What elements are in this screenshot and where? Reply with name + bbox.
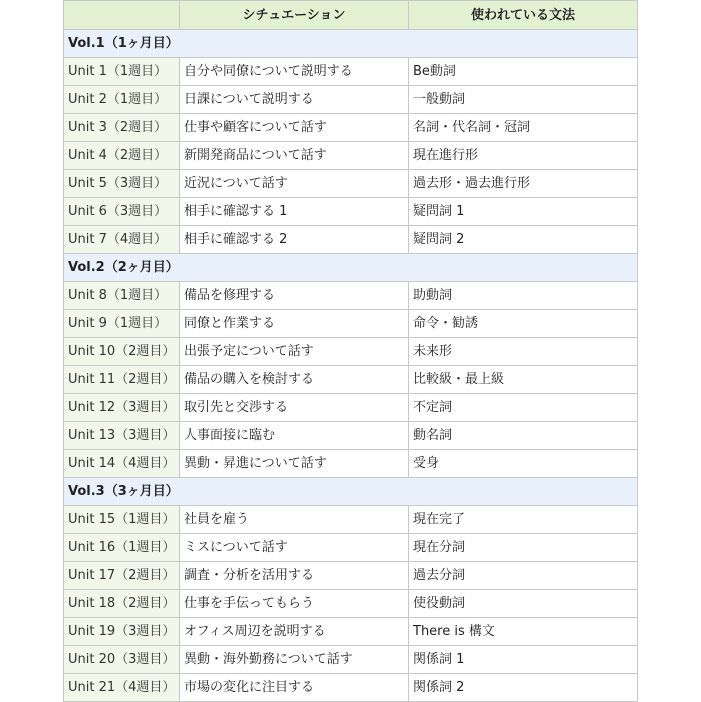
header-row [64, 1, 638, 30]
table-row [64, 58, 638, 86]
situation-cell: 仕事や顧客について話す [180, 114, 409, 142]
grammar-cell: 助動詞 [409, 282, 638, 310]
grammar-cell: 現在分詞 [409, 534, 638, 562]
unit-cell: Unit 14（4週目） [64, 450, 180, 478]
situation-cell: 同僚と作業する [180, 310, 409, 338]
situation-cell: ミスについて話す [180, 534, 409, 562]
grammar-cell: Be動詞 [409, 58, 638, 86]
group-title: Vol.3（3ヶ月目） [64, 478, 638, 506]
table-row [64, 590, 638, 618]
unit-cell: Unit 21（4週目） [64, 674, 180, 702]
situation-cell: 市場の変化に注目する [180, 674, 409, 702]
situation-cell: 調査・分析を活用する [180, 562, 409, 590]
unit-cell: Unit 1（1週目） [64, 58, 180, 86]
grammar-cell: 関係詞 2 [409, 674, 638, 702]
group-row [64, 30, 638, 58]
unit-cell: Unit 9（1週目） [64, 310, 180, 338]
situation-cell: 備品を修理する [180, 282, 409, 310]
curriculum-table [63, 0, 638, 702]
header-situation: シチュエーション [180, 1, 409, 30]
situation-cell: 近況について話す [180, 170, 409, 198]
situation-cell: 備品の購入を検討する [180, 366, 409, 394]
unit-cell: Unit 3（2週目） [64, 114, 180, 142]
table-row [64, 310, 638, 338]
group-row [64, 478, 638, 506]
header-grammar: 使われている文法 [409, 1, 638, 30]
situation-cell: 人事面接に臨む [180, 422, 409, 450]
situation-cell: 日課について説明する [180, 86, 409, 114]
situation-cell: 相手に確認する 2 [180, 226, 409, 254]
group-title: Vol.2（2ヶ月目） [64, 254, 638, 282]
unit-cell: Unit 10（2週目） [64, 338, 180, 366]
table-row [64, 422, 638, 450]
situation-cell: 異動・海外勤務について話す [180, 646, 409, 674]
grammar-cell: 受身 [409, 450, 638, 478]
unit-cell: Unit 2（1週目） [64, 86, 180, 114]
table-row [64, 534, 638, 562]
grammar-cell: 不定詞 [409, 394, 638, 422]
situation-cell: 新開発商品について話す [180, 142, 409, 170]
situation-cell: 出張予定について話す [180, 338, 409, 366]
table-row [64, 198, 638, 226]
table-row [64, 618, 638, 646]
grammar-cell: 比較級・最上級 [409, 366, 638, 394]
table-row [64, 366, 638, 394]
unit-cell: Unit 18（2週目） [64, 590, 180, 618]
table-row [64, 646, 638, 674]
grammar-cell: 関係詞 1 [409, 646, 638, 674]
table-row [64, 282, 638, 310]
grammar-cell: 命令・勧誘 [409, 310, 638, 338]
unit-cell: Unit 5（3週目） [64, 170, 180, 198]
situation-cell: 社員を雇う [180, 506, 409, 534]
unit-cell: Unit 20（3週目） [64, 646, 180, 674]
grammar-cell: 未来形 [409, 338, 638, 366]
grammar-cell: There is 構文 [409, 618, 638, 646]
unit-cell: Unit 16（1週目） [64, 534, 180, 562]
grammar-cell: 疑問詞 1 [409, 198, 638, 226]
unit-cell: Unit 7（4週目） [64, 226, 180, 254]
table-body [64, 30, 638, 702]
grammar-cell: 名詞・代名詞・冠詞 [409, 114, 638, 142]
grammar-cell: 現在完了 [409, 506, 638, 534]
unit-cell: Unit 19（3週目） [64, 618, 180, 646]
unit-cell: Unit 8（1週目） [64, 282, 180, 310]
unit-cell: Unit 12（3週目） [64, 394, 180, 422]
unit-cell: Unit 17（2週目） [64, 562, 180, 590]
group-title: Vol.1（1ヶ月目） [64, 30, 638, 58]
grammar-cell: 過去形・過去進行形 [409, 170, 638, 198]
table-row [64, 170, 638, 198]
situation-cell: オフィス周辺を説明する [180, 618, 409, 646]
unit-cell: Unit 13（3週目） [64, 422, 180, 450]
situation-cell: 異動・昇進について話す [180, 450, 409, 478]
table-row [64, 114, 638, 142]
table-row [64, 450, 638, 478]
situation-cell: 仕事を手伝ってもらう [180, 590, 409, 618]
unit-cell: Unit 15（1週目） [64, 506, 180, 534]
unit-cell: Unit 6（3週目） [64, 198, 180, 226]
table-row [64, 394, 638, 422]
table-row [64, 562, 638, 590]
table-row [64, 674, 638, 702]
grammar-cell: 一般動詞 [409, 86, 638, 114]
group-row [64, 254, 638, 282]
header-unit [64, 1, 180, 30]
table-row [64, 338, 638, 366]
unit-cell: Unit 11（2週目） [64, 366, 180, 394]
curriculum-table-container [63, 0, 637, 702]
table-row [64, 226, 638, 254]
table-row [64, 86, 638, 114]
grammar-cell: 疑問詞 2 [409, 226, 638, 254]
grammar-cell: 現在進行形 [409, 142, 638, 170]
unit-cell: Unit 4（2週目） [64, 142, 180, 170]
table-row [64, 506, 638, 534]
situation-cell: 自分や同僚について説明する [180, 58, 409, 86]
situation-cell: 相手に確認する 1 [180, 198, 409, 226]
grammar-cell: 動名詞 [409, 422, 638, 450]
grammar-cell: 使役動詞 [409, 590, 638, 618]
situation-cell: 取引先と交渉する [180, 394, 409, 422]
grammar-cell: 過去分詞 [409, 562, 638, 590]
table-row [64, 142, 638, 170]
